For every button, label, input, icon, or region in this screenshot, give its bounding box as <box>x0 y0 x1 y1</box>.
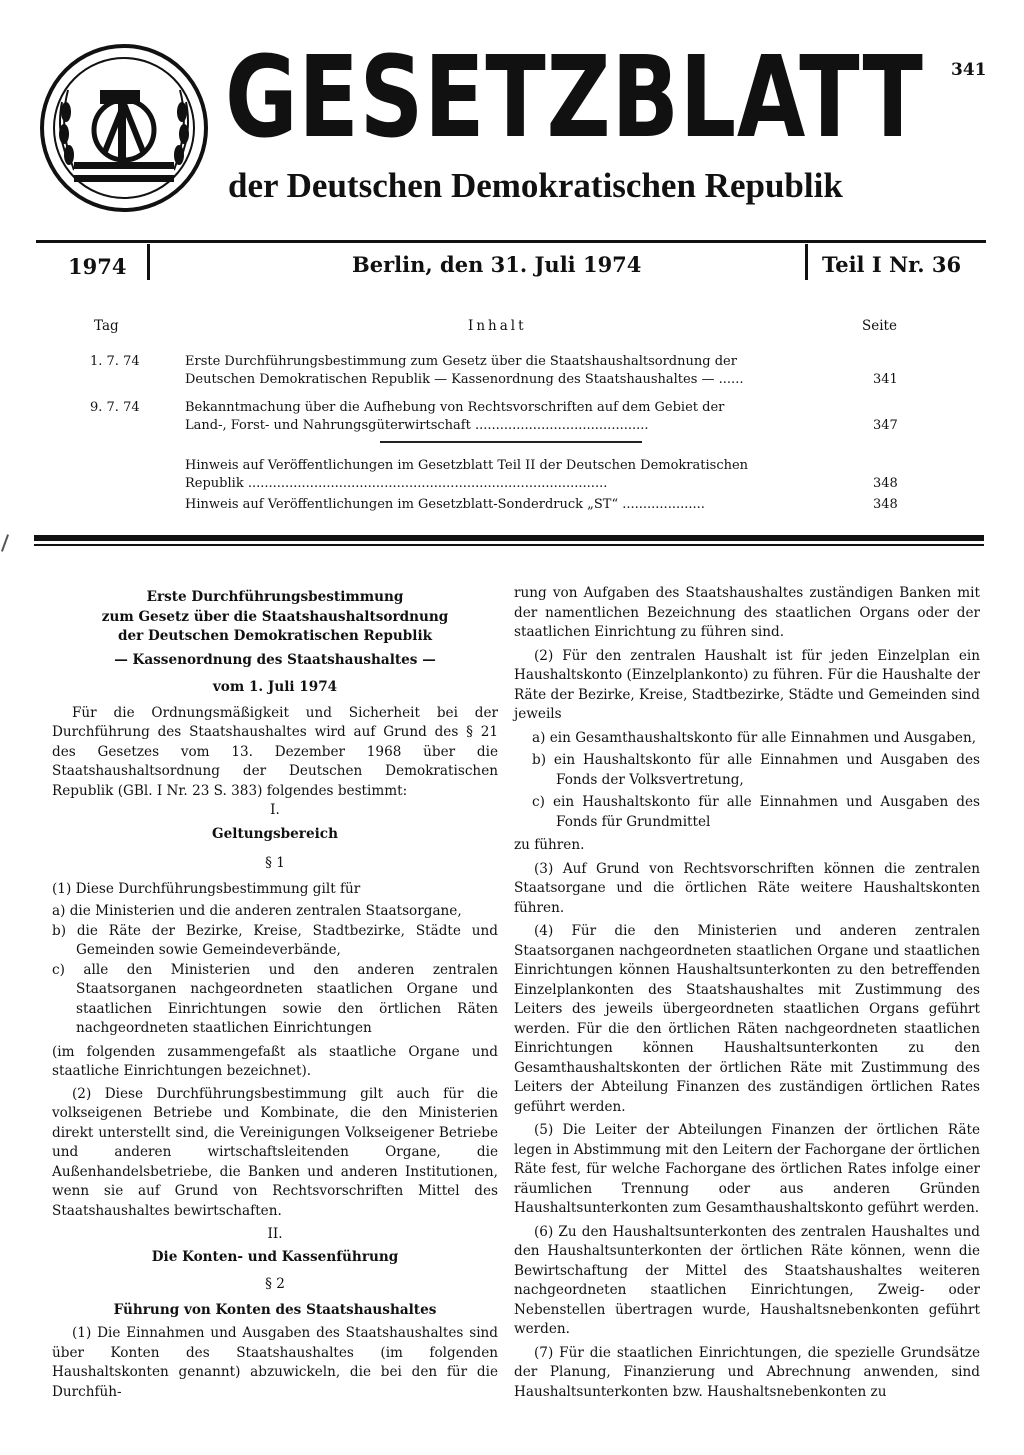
toc-entry-page: 348 <box>873 476 898 491</box>
article-heading-line: zum Gesetz über die Staatshaushaltsordnung <box>101 608 449 625</box>
section-rule <box>34 544 984 546</box>
section-number: II. <box>267 1226 283 1242</box>
article-heading-line: der Deutschen Demokratischen Republik <box>117 628 433 644</box>
toc-entry-line: Erste Durchführungsbestimmung zum Gesetz über die Staatshaushaltsordnung der <box>185 354 737 369</box>
toc-header-day: Tag <box>94 318 119 334</box>
clause: rung von Aufgaben des Staatshaushaltes zuständigen Banken mit der namentlichen Bezeichnung des staatlichen Organs oder der staatlichen Einrichtung zu führen sind. <box>514 585 980 640</box>
toc-header-contents: Inhalt <box>468 318 527 334</box>
paragraph-number: § 1 <box>265 855 285 871</box>
section-title: Die Konten- und Kassenführung <box>151 1248 399 1265</box>
clause: zu führen. <box>514 837 585 853</box>
issue-rule <box>36 240 986 243</box>
masthead-title: GESETZBLATT <box>225 33 924 163</box>
paragraph-number: § 2 <box>265 1276 285 1292</box>
issue-divider <box>805 244 808 280</box>
toc-entry-line: Hinweis auf Veröffentlichungen im Gesetzblatt Teil II der Deutschen Demokratischen <box>185 458 749 473</box>
issue-date: Berlin, den 31. Juli 1974 <box>352 252 642 277</box>
toc-entry-page: 348 <box>873 497 898 512</box>
list-item: c) alle den Ministerien und den anderen zentralen Staatsorganen nachgeordneten staatlichen Organe und staatlichen Einrichtungen sowie den örtlichen Räten nachgeordneten staatlichen Einrichtungen <box>52 961 498 1036</box>
clause: (7) Für die staatlichen Einrichtungen, die spezielle Grundsätze der Planung, Finanzierung und Abrechnung anwenden, sind Haushaltsunterkonten bzw. Haushaltsnebenkonten zu <box>514 1344 980 1400</box>
article-heading-line: Erste Durchführungsbestimmung <box>146 589 404 605</box>
clause: (5) Die Leiter der Abteilungen Finanzen der örtlichen Räte legen in Abstimmung mit den Leitern der Fachorgane der örtlichen Räte fest, für welche Fachorgane des örtlichen Rates infolge einer räumlichen Trennung oder aus anderen Gründen Haushaltsunterkonten zum Gesamthaushaltskonto geführt werden. <box>514 1122 980 1216</box>
list-item: c) ein Haushaltskonto für alle Einnahmen und Ausgaben des Fonds für Grundmittel <box>532 794 980 830</box>
state-emblem <box>38 42 210 214</box>
toc-separator <box>380 441 642 443</box>
list-item: b) ein Haushaltskonto für alle Einnahmen und Ausgaben des Fonds der Volksvertretung, <box>532 752 980 788</box>
article-date: vom 1. Juli 1974 <box>212 679 338 695</box>
toc-entry-line: Bekanntmachung über die Aufhebung von Rechtsvorschriften auf dem Gebiet der <box>185 400 725 415</box>
section-number: I. <box>270 802 280 818</box>
issue-year: 1974 <box>68 254 127 279</box>
toc-entry-line: Deutschen Demokratischen Republik — Kassenordnung des Staatshaushaltes — ...... <box>185 372 744 387</box>
issue-part: Teil I Nr. 36 <box>822 252 962 277</box>
list-item: a) ein Gesamthaushaltskonto für alle Einnahmen und Ausgaben, <box>532 729 977 746</box>
clause: (2) Für den zentralen Haushalt ist für jeden Einzelplan ein Haushaltskonto (Einzelplankonto) zu führen. Für die Haushalte der Räte der Bezirke, Kreise, Stadtbezirke, Städte und Gemeinden sind jeweils <box>514 647 980 722</box>
preamble: Für die Ordnungsmäßigkeit und Sicherheit bei der Durchführung des Staatshaushaltes wird auf Grund des § 21 des Gesetzes vom 13. Dezember 1968 über die Staatshaushaltsordnung der Deutschen Demokratischen Republik (GBl. I Nr. 23 S. 383) folgendes bestimmt: <box>52 704 498 799</box>
toc-entry-page: 341 <box>873 372 898 387</box>
list-item: b) die Räte der Bezirke, Kreise, Stadtbezirke, Städte und Gemeinden sowie Gemeindeverbände, <box>52 922 498 958</box>
clause: (6) Zu den Haushaltsunterkonten des zentralen Haushaltes und den Haushaltsunterkonten der örtlichen Räte können, wenn die Bewirtschaftung der Mittel des Staatshaushaltes weiteren nachgeordneten staatlichen Einrichtungen, Zweig- oder Nebenstellen übertragen wurde, Haushaltsnebenkonten geführt werden. <box>514 1223 980 1337</box>
clause: (1) Diese Durchführungsbestimmung gilt für <box>52 880 361 897</box>
toc-entry-line: Republik ....................................................................................... <box>185 476 608 491</box>
section-title: Geltungsbereich <box>212 825 338 842</box>
clause: (1) Die Einnahmen und Ausgaben des Staatshaushaltes sind über Konten des Staatshaushaltes (im folgenden Haushaltskonten genannt) abzuwickeln, die bei den für die Durchfüh- <box>52 1325 498 1400</box>
clause: (2) Diese Durchführungsbestimmung gilt auch für die volkseigenen Betriebe und Kombinate, die den Ministerien direkt unterstellt sind, die Vereinigungen Volkseigener Betriebe und anderen wirtschaftsleitenden Organe, die Außenhandelsbetriebe, die Banken und anderen Institutionen, wenn sie auf Grund von Rechtsvorschriften Mittel des Staatshaushaltes bewirtschaften. <box>52 1085 498 1219</box>
toc-header-page: Seite <box>862 318 897 334</box>
section-rule <box>34 535 984 541</box>
article-heading-line: — Kassenordnung des Staatshaushaltes — <box>114 651 436 668</box>
issue-divider <box>147 244 150 280</box>
clause: (4) Für die den Ministerien und anderen zentralen Staatsorganen nachgeordneten staatlichen Organe und staatlichen Einrichtungen können Haushaltsunterkonten zu den betreffenden Einzelplankonten des Staatshaushaltes mit Zustimmung des Leiters des jeweils übergeordneten staatlichen Organs geführt werden. Für die den örtlichen Räten nachgeordneten staatlichen Einrichtungen können Haushaltsunterkonten zu den Gesamthaushaltskonten der örtlichen Räte mit Zustimmung des Leiters der Abteilung Finanzen des zuständigen örtlichen Rates geführt werden. <box>514 923 980 1115</box>
masthead-subtitle: der Deutschen Demokratischen Republik <box>228 166 843 205</box>
page-number: 341 <box>951 60 987 80</box>
list-item: a) die Ministerien und die anderen zentralen Staatsorgane, <box>52 903 462 919</box>
toc-entry-page: 347 <box>873 418 898 433</box>
paragraph-title: Führung von Konten des Staatshaushaltes <box>113 1301 437 1318</box>
toc-entry-day: 1. 7. 74 <box>90 354 140 369</box>
scan-mark <box>1 534 9 552</box>
toc-entry-line: Land-, Forst- und Nahrungsgüterwirtschaft .......................................... <box>185 418 649 433</box>
clause: (im folgenden zusammengefaßt als staatliche Organe und staatliche Einrichtungen bezeichnet). <box>52 1043 498 1079</box>
toc-entry-day: 9. 7. 74 <box>90 400 140 415</box>
article-column-right <box>514 584 980 1402</box>
clause: (3) Auf Grund von Rechtsvorschriften können die zentralen Staatsorgane und die örtlichen Räte weitere Haushaltskonten führen. <box>514 860 980 916</box>
article-column-left <box>52 588 498 1402</box>
toc-entry-line: Hinweis auf Veröffentlichungen im Gesetzblatt-Sonderdruck „ST“ .................... <box>185 497 705 512</box>
